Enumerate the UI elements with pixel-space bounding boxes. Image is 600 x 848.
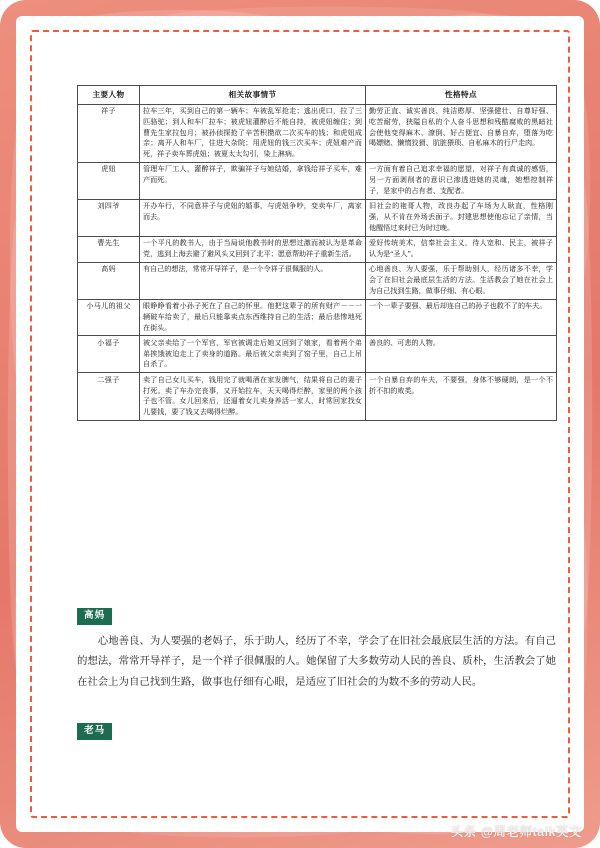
cell-traits: 心地善良、为人要强，乐于帮助别人，经历诸多不幸，学会了在旧社会最底层生活的方法。生活教会了她在社会上为自己找到生路，做事仔细、有心眼。 [366, 262, 557, 299]
document-content [30, 30, 570, 818]
table-row [78, 373, 557, 421]
cell-traits: 爱好传统美术，信奉社会主义，待人宽和、民主，被祥子认为是“圣人”。 [366, 236, 557, 262]
table-row [78, 336, 557, 373]
character-table [77, 85, 557, 421]
cell-character-name: 二强子 [78, 373, 140, 421]
cell-story: 有自己的想法，常常开导祥子，是一个令祥子很佩服的人。 [140, 262, 366, 299]
table-row [78, 199, 557, 236]
table-body [78, 104, 557, 420]
section-laoma [77, 720, 556, 740]
table-row [78, 262, 557, 299]
cell-traits: 一方面有着自己追求幸福的愿望，对祥子有真诚的感悟，另一方面剥削者的意识已渗透进她的灵魂，她想控制祥子，是家中的占有者、支配者。 [366, 162, 557, 199]
cell-character-name: 刘四爷 [78, 199, 140, 236]
table-row [78, 299, 557, 336]
cell-traits: 旧社会的袍哥人物，改良办起了车场为人耿直，性格刚强，从不肯在外场丢面子。封建思想使他忘记了亲情，当他醒悟过来时已为时过晚。 [366, 199, 557, 236]
cell-traits: 善良的、可悲的人物。 [366, 336, 557, 373]
table-header [78, 86, 557, 105]
paper-sheet [16, 16, 584, 832]
section-gaoma [77, 605, 556, 693]
cell-traits: 一个自暴自弃的车夫，不要强，身体不够硬朗，是一个不折不扣的败类。 [366, 373, 557, 421]
table-row [78, 162, 557, 199]
table-row [78, 236, 557, 262]
cell-character-name: 小马儿的祖父 [78, 299, 140, 336]
column-header-character: 主要人物 [78, 86, 140, 105]
column-header-story: 相关故事情节 [140, 86, 366, 105]
character-table-wrapper [77, 85, 556, 421]
section-paragraph-gaoma: 心地善良、为人要强的老妈子，乐于助人，经历了不幸，学会了在旧社会最底层生活的方法。有自己的想法，常常开导祥子，是一个祥子很佩服的人。她保留了大多数劳动人民的善良、质朴，生活教会了她在社会上为自己找到生路，做事也仔细有心眼，是适应了旧社会的为数不多的劳动人民。 [77, 636, 556, 688]
cell-story: 被父亲卖给了一个军官，军官被调走后她又回到了娘家，看着两个弟弟挨饿被迫走上了卖身的道路。最后被父亲卖到了窑子里，自己上吊自杀了。 [140, 336, 366, 373]
cell-story: 一个平凡的教书人，由于当局说他教书时的思想过激而被认为是革命党，逃到上海去避了避风头又回到了北平；愿意帮助祥子重新生活。 [140, 236, 366, 262]
table-row [78, 104, 557, 162]
cell-traits: 勤劳正直、诚实善良、纯洁憨厚、坚强健壮、自尊好强、吃苦耐劳，狭隘自私的个人奋斗思想和残酷腐败的黑暗社会使他变得麻木、潦倒、好占便宜、自暴自弃，堕落为吃喝嫖赌、懒惰狡猾、肮脏猥琐、自私麻木的行尸走肉。 [366, 104, 557, 162]
cell-story: 眼睁睁看着小孙子死在了自己的怀里。他把这辈子的所有财产－－一辆破车给卖了，最后只能靠卖点东西维持自己的生活；最后悲惨地死在街头。 [140, 299, 366, 336]
section-tag-laoma: 老马 [77, 723, 112, 741]
cell-story: 管理车厂工人，灌醉祥子，欺骗祥子与她结婚，拿钱给祥子买车，难产而死。 [140, 162, 366, 199]
cell-character-name: 祥子 [78, 104, 140, 162]
cell-character-name: 虎妞 [78, 162, 140, 199]
cell-character-name: 高妈 [78, 262, 140, 299]
cell-story: 卖了自己女儿买车，钱用完了就喝酒在家发脾气，结果将自己的妻子打死。卖了车办完丧事，又开始拉车，天天喝得烂醉，家里的两个孩子也不管。女儿回来后，还逼着女儿卖身养活一家人，时常回家找女儿要钱，要了钱又去喝得烂醉。 [140, 373, 366, 421]
section-tag-gaoma: 高妈 [77, 608, 112, 626]
cell-character-name: 小福子 [78, 336, 140, 373]
cell-traits: 一个一辈子要强、最后却连自己的孙子也救不了的车夫。 [366, 299, 557, 336]
table-header-row [78, 86, 557, 105]
watermark-credit: 头条 @周老师talk英文 [450, 825, 582, 839]
cell-character-name: 曹先生 [78, 236, 140, 262]
cell-story: 拉车三年，买到自己的第一辆车；车被乱军抢走；逃出虎口，拉了三匹骆驼；到人和车厂拉车；被虎妞灌醉后不能自持，被虎妞缠住；到曹先生家拉包月；被孙侦探抢了辛苦积攒欲二次买车的钱；和虎妞成亲；离开人和车厂，住进大杂院；用虎妞的钱三次买车；虎妞难产而死，祥子卖车葬虎妞；被夏太太勾引，染上淋病。 [140, 104, 366, 162]
cell-story: 开办车行，不同意祥子与虎妞的婚事，与虎妞争吵，变卖车厂，离家而去。 [140, 199, 366, 236]
column-header-traits: 性格特点 [366, 86, 557, 105]
